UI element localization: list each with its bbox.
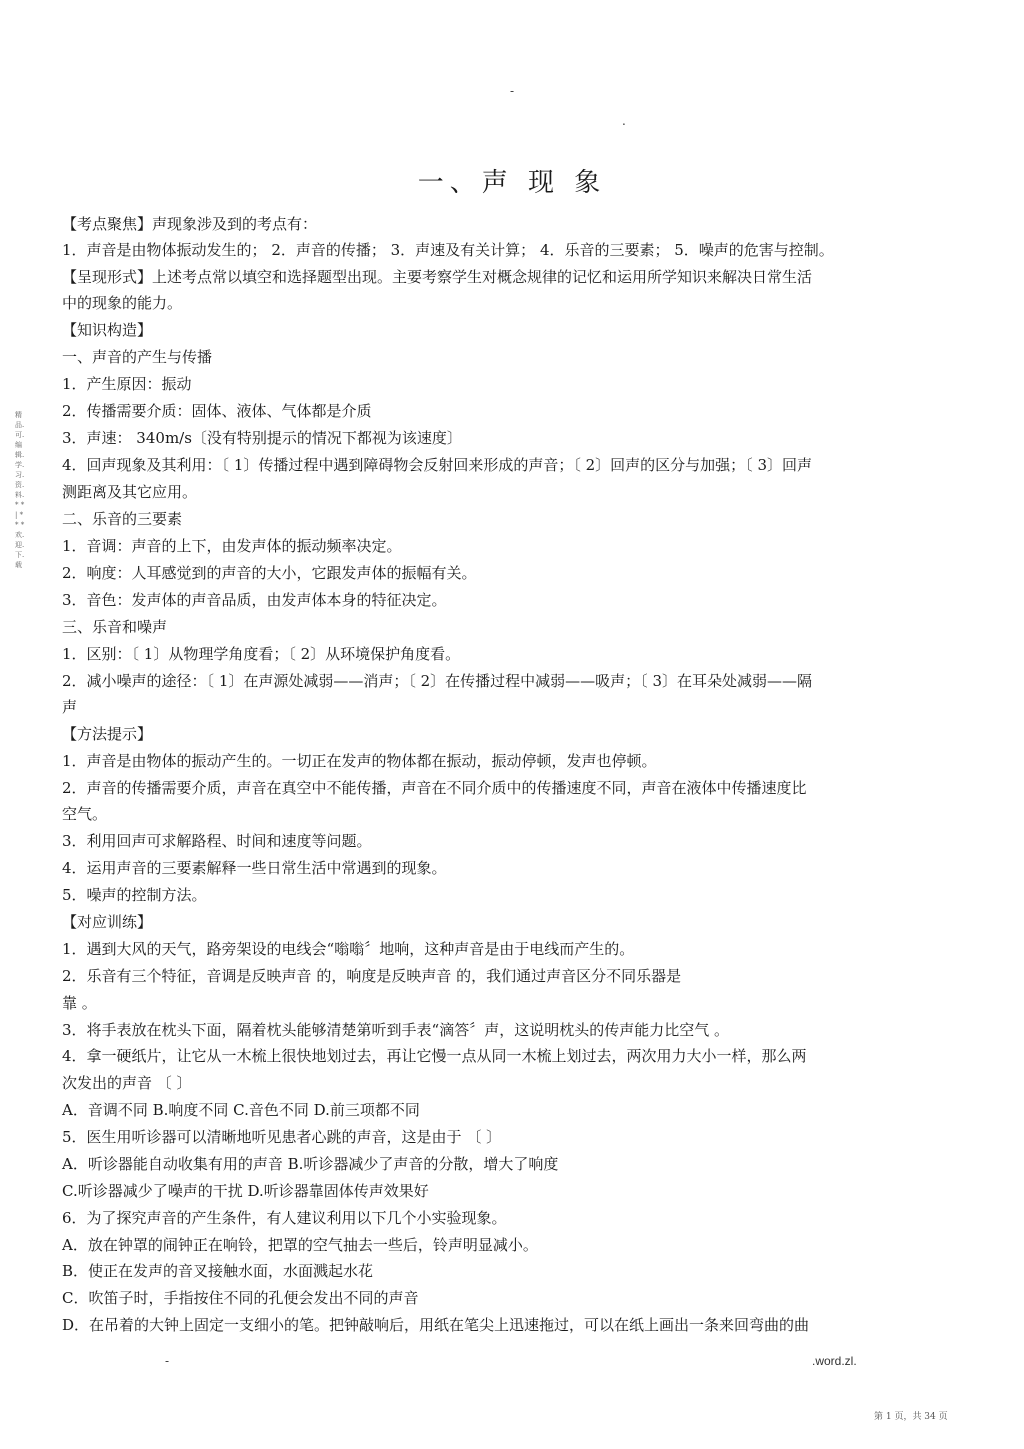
text-line: B．使正在发声的音叉接触水面，水面溅起水花 [62,1262,374,1280]
text-line: 1．遇到大风的天气，路旁架设的电线会“嗡嗡〞地响，这种声音是由于电线而产生的。 [62,940,635,958]
text-line: 5．噪声的控制方法。 [62,886,207,904]
text-line: 2．声音的传播需要介质，声音在真空中不能传播，声音在不同介质中的传播速度不同，声音在液体中传播速度比 [62,779,807,797]
text-line: 二、乐音的三要素 [62,510,183,528]
text-line: A．放在钟罩的闹钟正在响铃，把罩的空气抽去一些后，铃声明显减小。 [62,1236,538,1254]
text-line: 【考点聚焦】声现象涉及到的考点有： [62,215,318,233]
text-line: 3．声速： 340m/s〔没有特别提示的情况下都视为该速度〕 [62,429,462,447]
footer-source: .word.zl. [812,1354,857,1368]
text-line: 1．音调：声音的上下，由发声体的振动频率决定。 [62,537,402,555]
text-line: 3．音色：发声体的声音品质，由发声体本身的特征决定。 [62,591,447,609]
footer-mark: - [165,1354,170,1368]
text-line: A．音调不同 B.响度不同 C.音色不同 D.前三项都不同 [62,1101,420,1119]
side-watermark: 精品.可.编辑.学.习.资.料.* * | * * * 欢.迎.下.载 [15,411,25,569]
page-title: 一、声 现 象 [417,168,607,198]
text-line: 测距离及其它应用。 [62,483,198,501]
text-line: 【方法提示】 [62,725,153,743]
text-line: 中的现象的能力。 [62,294,183,312]
text-line: 4．运用声音的三要素解释一些日常生活中常遇到的现象。 [62,859,447,877]
text-line: 1．产生原因：振动 [62,375,192,393]
text-line: 3．利用回声可求解路程、时间和速度等问题。 [62,832,372,850]
text-line: C．吹笛子时，手指按住不同的孔便会发出不同的声音 [62,1289,419,1307]
text-line: 【知识构造】 [62,321,153,339]
text-line: 三、乐音和噪声 [62,618,168,636]
text-line: A．听诊器能自动收集有用的声音 B.听诊器减少了声音的分散，增大了响度 [62,1155,559,1173]
text-line: 1．区别：〔 1〕从物理学角度看；〔 2〕从环境保护角度看。 [62,645,461,663]
text-line: 一、声音的产生与传播 [62,348,213,366]
text-line: 2．减小噪声的途径：〔 1〕在声源处减弱——消声；〔 2〕在传播过程中减弱——吸声；〔 3〕在耳朵处减弱——隔 [62,672,812,690]
text-line: C.听诊器减少了噪声的干扰 D.听诊器靠固体传声效果好 [62,1182,429,1200]
text-line: 1．声音是由物体的振动产生的。一切正在发声的物体都在振动，振动停顿，发声也停顿。 [62,752,657,770]
text-line: 【对应训练】 [62,913,153,931]
text-line: D．在吊着的大钟上固定一支细小的笔。把钟敲响后，用纸在笔尖上迅速拖过，可以在纸上画出一条来回弯曲的曲 [62,1316,810,1334]
text-line: 2．传播需要介质：固体、液体、气体都是介质 [62,402,372,420]
text-line: 声 [62,698,78,716]
header-mark-1: - [510,84,515,98]
text-line: 空气。 [62,805,108,823]
header-mark-2: . [622,114,626,128]
text-line: 2．响度：人耳感觉到的声音的大小，它跟发声体的振幅有关。 [62,564,477,582]
text-line: 5．医生用听诊器可以清晰地听见患者心跳的声音，这是由于 〔 〕 [62,1128,502,1146]
text-line: 1．声音是由物体振动发生的； 2．声音的传播； 3．声速及有关计算； 4．乐音的三要素； 5．噪声的危害与控制。 [62,241,834,259]
text-line: 4．回声现象及其利用：〔 1〕传播过程中遇到障碍物会反射回来形成的声音；〔 2〕回声的区分与加强；〔 3〕回声 [62,456,812,474]
text-line: 4．拿一硬纸片，让它从一木梳上很快地划过去，再让它慢一点从同一木梳上划过去，两次用力大小一样，那么两 [62,1047,807,1065]
text-line: 【呈现形式】上述考点常以填空和选择题型出现。主要考察学生对概念规律的记忆和运用所学知识来解决日常生活 [62,268,813,286]
text-line: 2．乐音有三个特征，音调是反映声音 的，响度是反映声音 的，我们通过声音区分不同乐器是 [62,967,682,985]
text-line: 靠 。 [62,994,97,1012]
text-line: 次发出的声音 〔 〕 [62,1074,192,1092]
text-line: 3．将手表放在枕头下面，隔着枕头能够清楚第听到手表“滴答〞声，这说明枕头的传声能力比空气 。 [62,1021,729,1039]
text-line: 6．为了探究声音的产生条件，有人建议利用以下几个小实验现象。 [62,1209,507,1227]
page-number: 第 1 页，共 34 页 [874,1412,948,1422]
